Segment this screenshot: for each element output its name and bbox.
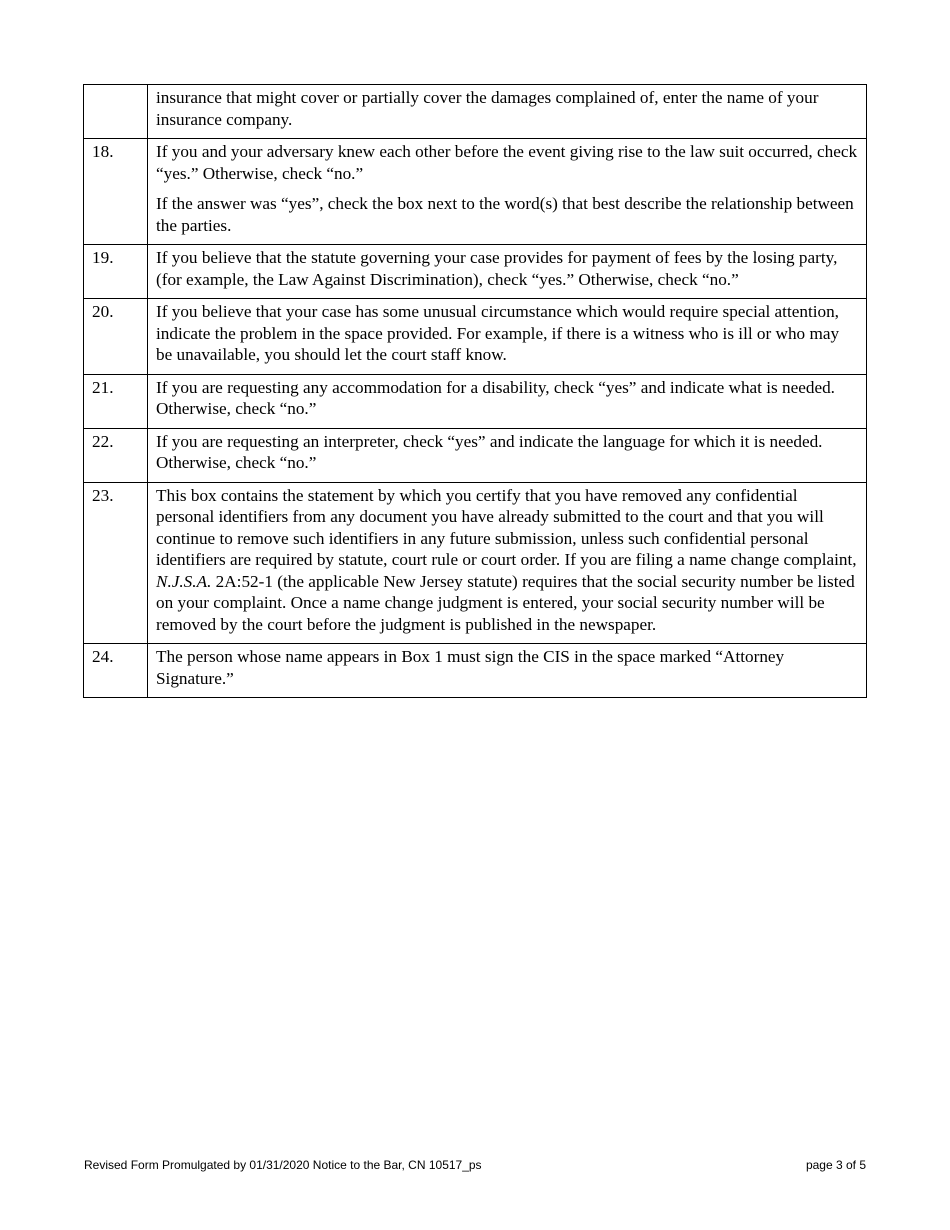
row-paragraph: If you are requesting an interpreter, check “yes” and indicate the language for which it is needed. Otherwise, check “no.” <box>156 431 823 472</box>
footer-page-number: page 3 of 5 <box>805 1158 866 1172</box>
row-number: 18. <box>92 142 114 161</box>
table-row-21 <box>84 374 867 428</box>
footer-form-revision: Revised Form Promulgated by 01/31/2020 Notice to the Bar, CN 10517_ps <box>84 1158 482 1172</box>
paragraph-text-after-citation: 2A:52-1 (the applicable New Jersey statute) requires that the social security number be listed on your complaint. Once a name change judgment is entered, your social security number will be removed by the court before the judgment is published in the newspaper. <box>156 571 855 634</box>
row-text-cell <box>148 482 867 644</box>
row-paragraph: If you are requesting any accommodation for a disability, check “yes” and indicate what is needed. Otherwise, check “no.” <box>156 377 835 418</box>
row-number: 19. <box>92 248 114 267</box>
row-paragraph: If you believe that your case has some unusual circumstance which would require special attention, indicate the problem in the space provided. For example, if there is a witness who is ill or who may be unavailable, you should let the court staff know. <box>156 302 840 364</box>
row-paragraph: If you and your adversary knew each other before the event giving rise to the law suit occurred, check “yes.” Otherwise, check “no.” <box>156 142 858 183</box>
row-number-cell <box>84 482 148 644</box>
table-row-18 <box>84 139 867 245</box>
row-number-cell <box>84 139 148 245</box>
row-number: 24. <box>92 647 114 666</box>
row-text-cell <box>148 374 867 428</box>
row-number: 22. <box>92 431 114 451</box>
row-number-cell <box>84 374 148 428</box>
row-text-cell <box>148 245 867 299</box>
row-paragraph <box>148 483 866 644</box>
row-number: 21. <box>92 377 114 397</box>
row-paragraph: The person whose name appears in Box 1 must sign the CIS in the space marked “Attorney Signature.” <box>156 647 785 688</box>
paragraph-text-before-citation: This box contains the statement by which you certify that you have removed any confidential personal identifiers from any document you have already submitted to the court and that you will continue to remove such identifiers in any future submission, unless such confidential personal identifiers are required by statute, court rule or court order. If you are filing a name change complaint, <box>156 485 857 569</box>
instructions-table <box>83 84 867 698</box>
row-text-cell <box>148 139 867 245</box>
row-text-cell <box>148 85 867 139</box>
row-number-cell <box>84 428 148 482</box>
table-row-20 <box>84 299 867 375</box>
table-row-22 <box>84 428 867 482</box>
row-paragraph: If the answer was “yes”, check the box next to the word(s) that best describe the relationship between the parties. <box>156 194 854 235</box>
row-text-cell <box>148 644 867 698</box>
row-number-cell <box>84 299 148 375</box>
row-number: 20. <box>92 302 114 321</box>
row-number-cell <box>84 85 148 139</box>
row-number <box>84 85 147 87</box>
statute-citation: N.J.S.A. <box>156 571 212 591</box>
row-text-cell <box>148 299 867 375</box>
table-row-23 <box>84 482 867 644</box>
row-number-cell <box>84 644 148 698</box>
table-row-24 <box>84 644 867 698</box>
row-paragraph: insurance that might cover or partially cover the damages complained of, enter the name of your insurance company. <box>156 88 819 129</box>
row-paragraph: If you believe that the statute governing your case provides for payment of fees by the losing party, (for example, the Law Against Discrimination), check “yes.” Otherwise, check “no.” <box>156 248 838 289</box>
row-number: 23. <box>92 485 114 505</box>
table-row-19 <box>84 245 867 299</box>
table-row-17-continued <box>84 85 867 139</box>
row-text-cell <box>148 428 867 482</box>
row-number-cell <box>84 245 148 299</box>
